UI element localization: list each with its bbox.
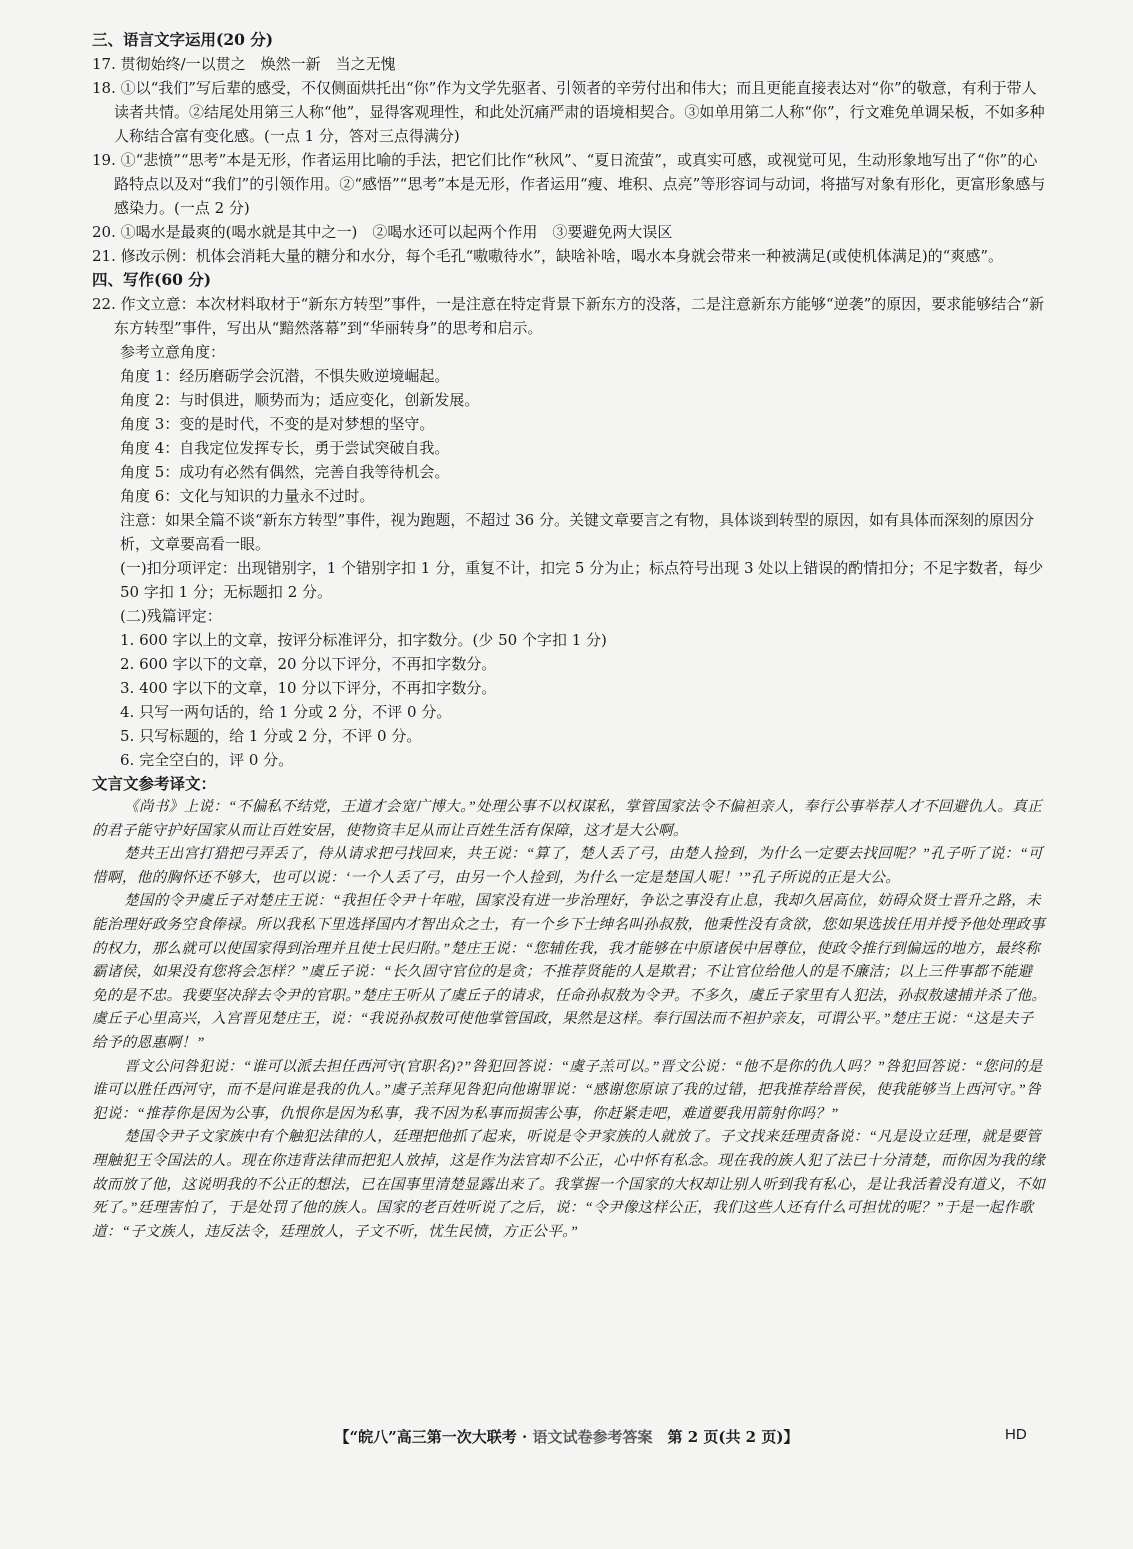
q21-answer: 21. 修改示例：机体会消耗大量的糖分和水分，每个毛孔“嗷嗷待水”，缺啥补啥，喝水本身就会带来一种被满足(或使机体满足)的“爽感”。 <box>92 247 1004 265</box>
page-footer <box>0 1426 1133 1447</box>
angle-item: 角度 5：成功有必然有偶然，完善自我等待机会。 <box>120 463 450 481</box>
deduction-rules: (一)扣分项评定：出现错别字，1 个错别字扣 1 分，重复不计，扣完 5 分为止；标点符号出现 3 处以上错误的酌情扣分；不足字数者，每少 50 字扣 1 分；无标题扣 2 分。 <box>120 559 1044 601</box>
translation-paragraph: 《尚书》上说：“不偏私不结党，王道才会宽广博大。”处理公事不以权谋私，掌管国家法令不偏袒亲人，奉行公事举荐人才不回避仇人。真正的君子能守护好国家从而让百姓安居，使物资丰足从而让百姓生活有保障，这才是大公啊。 <box>92 799 1043 839</box>
q18-answer: 18. ①以“我们”写后辈的感受，不仅侧面烘托出“你”作为文学先驱者、引领者的辛劳付出和伟大；而且更能直接表达对“你”的敬意，有利于带人读者共情。②结尾处用第三人称“他”，显得客观理性，和此处沉痛严肃的语境相契合。③如单用第二人称“你”，行文难免单调呆板，不如多种人称结合富有变化感。(一点 1 分，答对三点得满分) <box>92 79 1045 145</box>
section-4-title: 四、写作(60 分) <box>92 270 212 289</box>
angle-item: 角度 4：自我定位发挥专长，勇于尝试突破自我。 <box>120 439 450 457</box>
angle-item: 角度 6：文化与知识的力量永不过时。 <box>120 487 375 505</box>
translation-title: 文言文参考译文： <box>92 774 217 793</box>
angle-item: 角度 2：与时俱进，顺势而为；适应变化，创新发展。 <box>120 391 480 409</box>
footer-code: HD <box>1005 1426 1027 1443</box>
translation-paragraph: 楚国的令尹虞丘子对楚庄王说：“我担任令尹十年啦，国家没有进一步治理好，争讼之事没有止息，我却久居高位，妨碍众贤士晋升之路，未能治理好政务空食俸禄。所以我私下里选择国内才智出众之士，有一个乡下士绅名叫孙叔敖，他秉性没有贪欲，您如果选拔任用并授予他处理政事的权力，那么就可以使国家得到治理并且使士民归附。”楚庄王说：“您辅佐我，我才能够在中原诸侯中居尊位，使政令推行到偏远的地方，最终称霸诸侯，如果没有您将会怎样？”虞丘子说：“长久固守官位的是贪；不推荐贤能的人是欺君；不让官位给他人的是不廉洁；以上三件事都不能避免的是不忠。我要坚决辞去令尹的官职。”楚庄王听从了虞丘子的请求，任命孙叔敖为令尹。不多久，虞丘子家里有人犯法，孙叔敖逮捕并杀了他。虞丘子心里高兴，入宫晋见楚庄王，说：“我说孙叔敖可使他掌管国政，果然是这样。奉行国法而不袒护亲友，可谓公平。”楚庄王说：“这是夫子给予的恩惠啊！” <box>92 893 1047 1051</box>
footer-document-title: 语文试卷参考答案 <box>532 1428 653 1446</box>
q17-answer: 17. 贯彻始终/一以贯之 焕然一新 当之无愧 <box>92 55 396 73</box>
translation-paragraph: 楚国令尹子文家族中有个触犯法律的人，廷理把他抓了起来，听说是令尹家族的人就放了。子文找来廷理责备说：“凡是设立廷理，就是要管理触犯王令国法的人。现在你违背法律而把犯人放掉，这是作为法官却不公正，心中怀有私念。现在我的族人犯了法已十分清楚，而你因为我的缘故而放了他，这说明我的不公正的想法，已在国事里清楚显露出来了。我掌握一个国家的大权却让别人听到我有私心，是让我活着没有道义，不如死了。”廷理害怕了，于是处罚了他的族人。国家的老百姓听说了之后，说：“令尹像这样公正，我们这些人还有什么可担忧的呢？”于是一起作歌道：“子文族人，违反法令，廷理放人，子文不听，忧生民愤，方正公平。” <box>92 1129 1046 1240</box>
translation-paragraph: 晋文公问咎犯说：“谁可以派去担任西河守(官职名)?”咎犯回答说：“虞子羔可以。”晋文公说：“他不是你的仇人吗？”咎犯回答说：“您问的是谁可以胜任西河守，而不是问谁是我的仇人。”虞子羔拜见咎犯向他谢罪说：“感谢您原谅了我的过错，把我推荐给晋侯，使我能够当上西河守。”咎犯说：“推荐你是因为公事，仇恨你是因为私事，我不因为私事而损害公事，你赶紧走吧，难道要我用箭射你吗？” <box>92 1058 1043 1122</box>
q19-answer: 19. ①“悲愤”“思考”本是无形，作者运用比喻的手法，把它们比作“秋风”、“夏日流萤”，或真实可感，或视觉可见，生动形象地写出了“你”的心路特点以及对“我们”的引领作用。②“感悟”“思考”本是无形，作者运用“瘦、堆积、点亮”等形容词与动词，将描写对象有形化，更富形象感与感染力。(一点 2 分) <box>92 151 1046 217</box>
q22-answer: 22. 作文立意：本次材料取材于“新东方转型”事件，一是注意在特定背景下新东方的没落，二是注意新东方能够“逆袭”的原因，要求能够结合“新东方转型”事件，写出从“黯然落幕”到“华丽转身”的思考和启示。 <box>92 295 1044 337</box>
footer-page-number: 第 2 页(共 2 页)】 <box>652 1428 799 1446</box>
partial-rule: 4. 只写一两句话的，给 1 分或 2 分，不评 0 分。 <box>120 703 452 721</box>
angle-item: 角度 1：经历磨砺学会沉潜，不惧失败逆境崛起。 <box>120 367 450 385</box>
partial-rule: 6. 完全空白的，评 0 分。 <box>120 751 294 769</box>
translation-paragraph: 楚共王出宫打猎把弓弄丢了，侍从请求把弓找回来，共王说：“算了，楚人丢了弓，由楚人捡到，为什么一定要去找回呢？”孔子听了说：“可惜啊，他的胸怀还不够大，也可以说：‘一个人丢了弓，由另一个人捡到，为什么一定是楚国人呢！’”孔子所说的正是大公。 <box>92 846 1043 886</box>
angle-item: 角度 3：变的是时代，不变的是对梦想的坚守。 <box>120 415 435 433</box>
partial-rule: 5. 只写标题的，给 1 分或 2 分，不评 0 分。 <box>120 727 422 745</box>
section-3-title: 三、语言文字运用(20 分) <box>92 30 274 49</box>
partial-rule: 1. 600 字以上的文章，按评分标准评分，扣字数分。(少 50 个字扣 1 分) <box>120 631 607 649</box>
partial-rule: 2. 600 字以下的文章，20 分以下评分，不再扣字数分。 <box>120 655 497 673</box>
writing-note: 注意：如果全篇不谈“新东方转型”事件，视为跑题，不超过 36 分。关键文章要言之有物，具体谈到转型的原因，如有具体而深刻的原因分析，文章要高看一眼。 <box>120 511 1034 553</box>
partial-essay-title: (二)残篇评定： <box>120 607 222 625</box>
q20-answer: 20. ①喝水是最爽的(喝水就是其中之一) ②喝水还可以起两个作用 ③要避免两大误区 <box>92 223 673 241</box>
footer-exam-name: 【“皖八”高三第一次大联考 · <box>334 1428 533 1446</box>
reference-angles-title: 参考立意角度： <box>120 343 226 361</box>
partial-rule: 3. 400 字以下的文章，10 分以下评分，不再扣字数分。 <box>120 679 497 697</box>
